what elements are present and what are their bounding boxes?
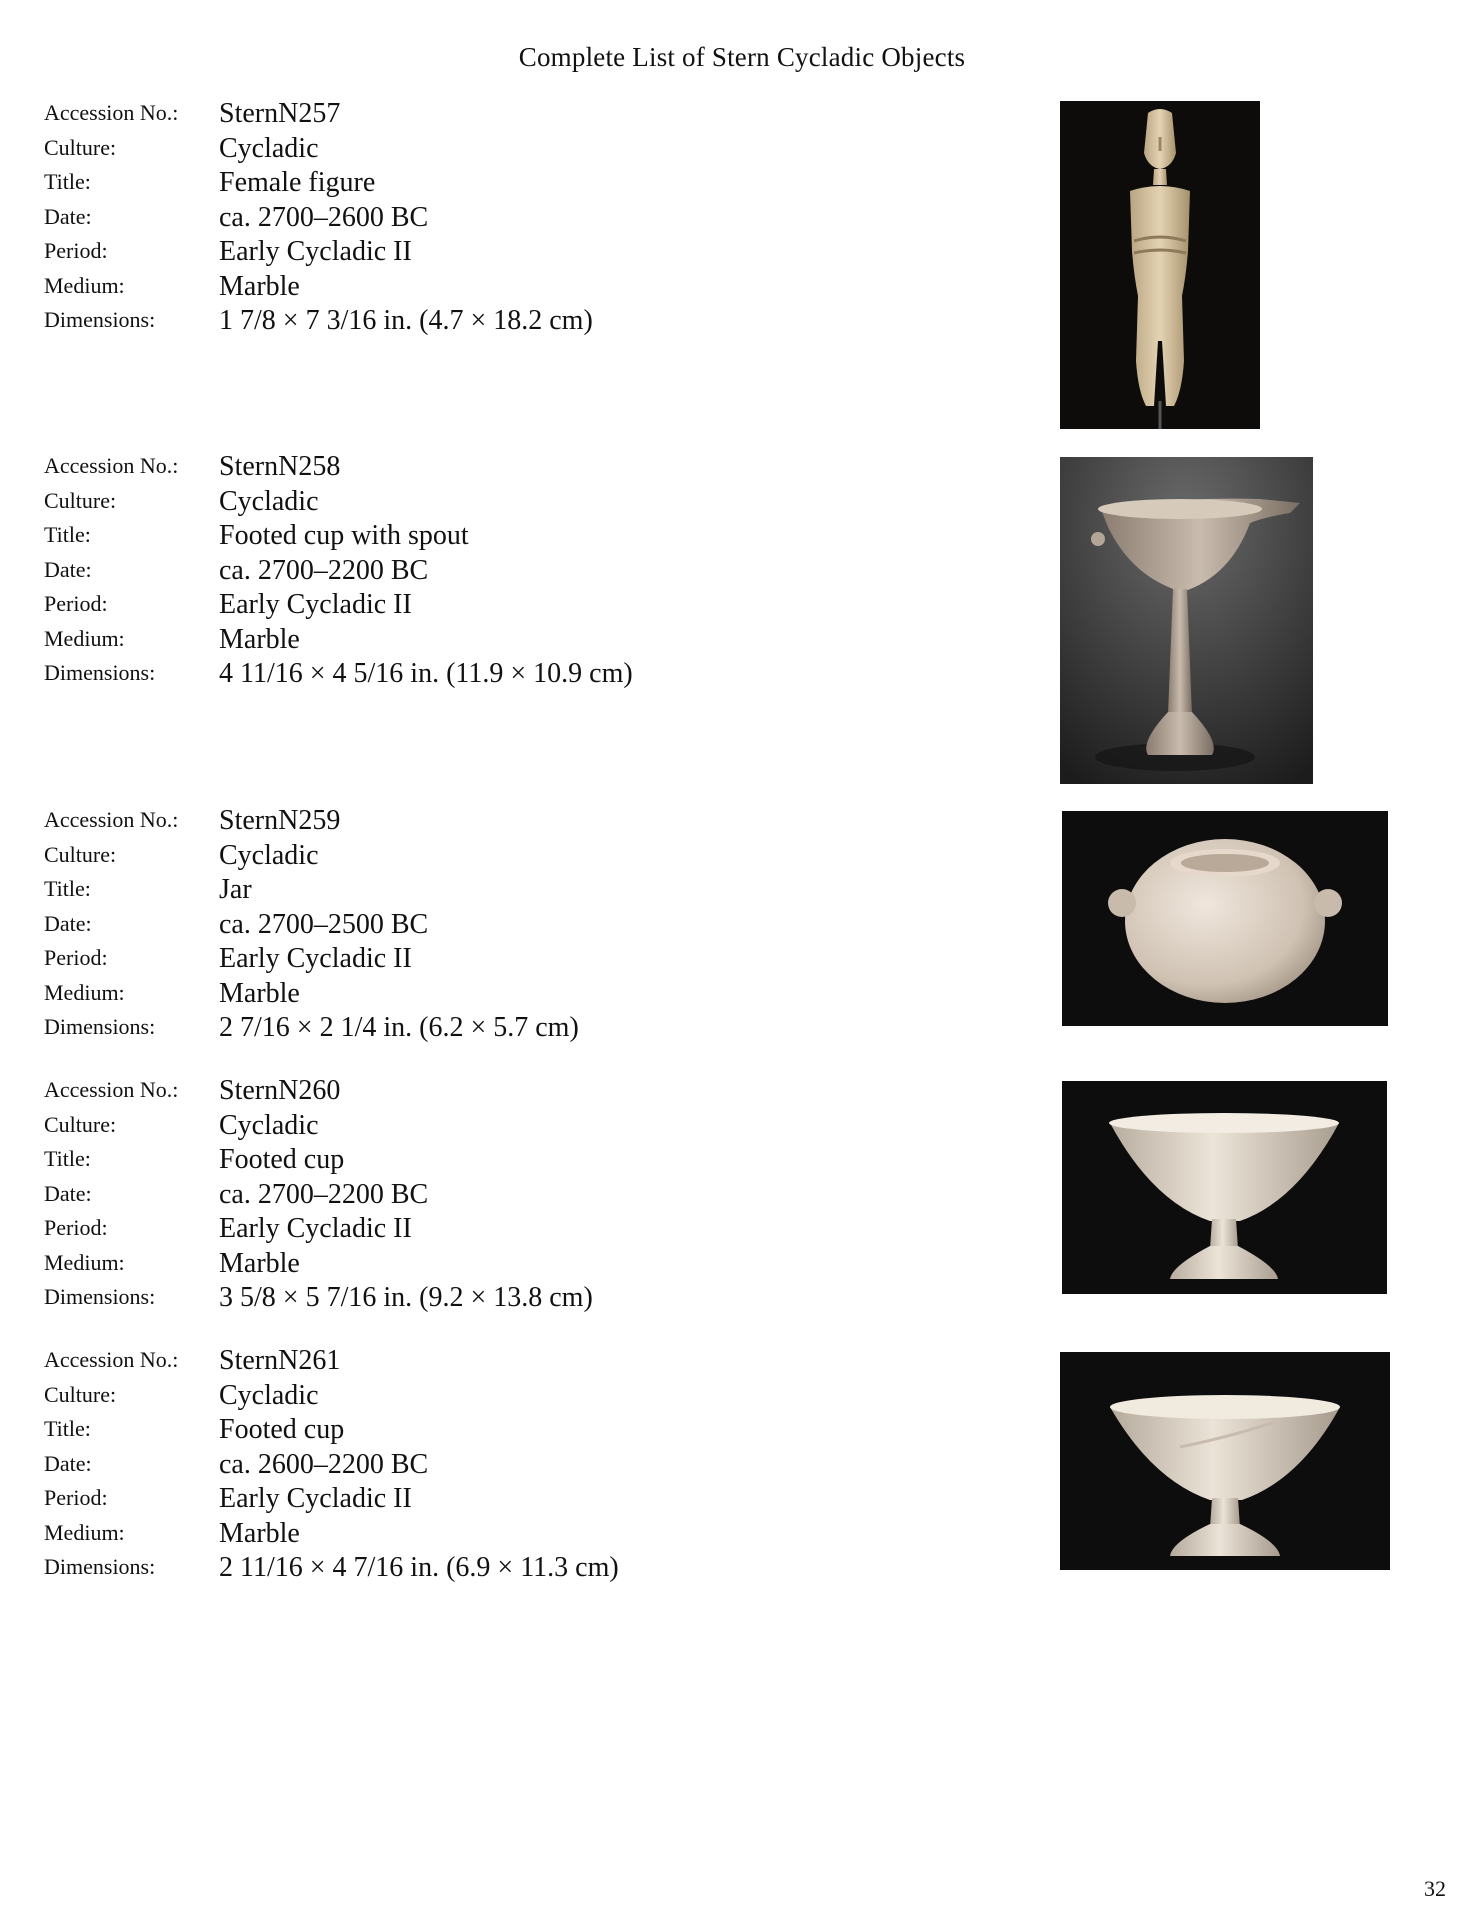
field-label: Culture: <box>44 1381 117 1407</box>
field-date <box>44 201 824 239</box>
field-value: Female figure <box>219 167 376 198</box>
field-label: Dimensions: <box>44 660 156 685</box>
field-value: Cycladic <box>219 1109 319 1141</box>
field-value: SternN261 <box>219 1345 341 1376</box>
field-value: ca. 2700–2500 BC <box>219 908 429 940</box>
field-value: ca. 2600–2200 BC <box>219 1448 429 1480</box>
field-label: Date: <box>44 910 92 936</box>
field-date <box>44 554 824 592</box>
female-figure-photo <box>1060 101 1260 429</box>
field-period <box>44 1485 824 1520</box>
field-label: Accession No.: <box>44 100 179 125</box>
field-label: Dimensions: <box>44 1284 156 1309</box>
field-value: SternN258 <box>219 451 341 482</box>
field-culture <box>44 839 824 877</box>
field-label: Date: <box>44 556 92 582</box>
field-value: 2 11/16 × 4 7/16 in. (6.9 × 11.3 cm) <box>219 1552 619 1583</box>
field-title <box>44 522 824 557</box>
page-number: 32 <box>1424 1876 1446 1901</box>
jar-photo <box>1062 811 1388 1026</box>
field-value: Footed cup <box>219 1414 345 1445</box>
field-value: Footed cup <box>219 1144 345 1175</box>
record-sternn261 <box>44 1347 824 1589</box>
field-label: Culture: <box>44 841 117 867</box>
record-sternn260 <box>44 1077 824 1319</box>
field-label: Dimensions: <box>44 307 156 332</box>
footed-cup-photo <box>1062 1081 1387 1294</box>
field-label: Date: <box>44 1180 92 1206</box>
field-value: ca. 2700–2200 BC <box>219 554 429 586</box>
field-value: Early Cycladic II <box>219 236 412 267</box>
spouted-cup-photo <box>1060 457 1313 784</box>
field-medium <box>44 623 824 661</box>
field-value: ca. 2700–2600 BC <box>219 201 429 233</box>
field-title <box>44 169 824 204</box>
field-label: Title: <box>44 1416 91 1441</box>
field-accession <box>44 100 824 135</box>
field-label: Medium: <box>44 1249 125 1275</box>
field-value: Early Cycladic II <box>219 589 412 620</box>
field-label: Title: <box>44 876 91 901</box>
field-label: Period: <box>44 1485 108 1510</box>
field-title <box>44 1146 824 1181</box>
field-label: Medium: <box>44 979 125 1005</box>
field-culture <box>44 1109 824 1147</box>
field-value: Early Cycladic II <box>219 1213 412 1244</box>
field-value: SternN260 <box>219 1075 341 1106</box>
field-culture <box>44 132 824 170</box>
field-value: Early Cycladic II <box>219 943 412 974</box>
field-accession <box>44 1077 824 1112</box>
field-dimensions <box>44 1284 824 1319</box>
record-sternn258 <box>44 453 824 695</box>
field-label: Accession No.: <box>44 1347 179 1372</box>
field-label: Culture: <box>44 134 117 160</box>
field-date <box>44 1178 824 1216</box>
field-label: Period: <box>44 238 108 263</box>
field-period <box>44 945 824 980</box>
field-accession <box>44 1347 824 1382</box>
field-label: Medium: <box>44 625 125 651</box>
field-value: Marble <box>219 1517 300 1549</box>
field-value: Cycladic <box>219 839 319 871</box>
field-label: Medium: <box>44 272 125 298</box>
field-value: Marble <box>219 623 300 655</box>
field-accession <box>44 453 824 488</box>
field-period <box>44 238 824 273</box>
footed-cup-photo <box>1060 1352 1390 1570</box>
field-label: Accession No.: <box>44 807 179 832</box>
field-medium <box>44 1247 824 1285</box>
field-date <box>44 908 824 946</box>
field-dimensions <box>44 1554 824 1589</box>
field-label: Period: <box>44 591 108 616</box>
field-value: 3 5/8 × 5 7/16 in. (9.2 × 13.8 cm) <box>219 1282 593 1313</box>
field-value: SternN257 <box>219 98 341 129</box>
field-medium <box>44 977 824 1015</box>
field-label: Dimensions: <box>44 1014 156 1039</box>
field-value: Cycladic <box>219 132 319 164</box>
field-label: Period: <box>44 1215 108 1240</box>
field-label: Title: <box>44 522 91 547</box>
field-value: Marble <box>219 270 300 302</box>
field-dimensions <box>44 1014 824 1049</box>
field-medium <box>44 270 824 308</box>
field-value: Early Cycladic II <box>219 1483 412 1514</box>
field-value: Footed cup with spout <box>219 520 469 551</box>
field-value: Cycladic <box>219 485 319 517</box>
field-culture <box>44 485 824 523</box>
field-label: Dimensions: <box>44 1554 156 1579</box>
field-dimensions <box>44 660 824 695</box>
field-period <box>44 1215 824 1250</box>
field-period <box>44 591 824 626</box>
field-value: 1 7/8 × 7 3/16 in. (4.7 × 18.2 cm) <box>219 305 593 336</box>
field-label: Title: <box>44 169 91 194</box>
field-title <box>44 876 824 911</box>
field-culture <box>44 1379 824 1417</box>
field-accession <box>44 807 824 842</box>
field-medium <box>44 1517 824 1555</box>
field-label: Date: <box>44 1450 92 1476</box>
field-label: Accession No.: <box>44 1077 179 1102</box>
field-value: SternN259 <box>219 805 341 836</box>
field-label: Accession No.: <box>44 453 179 478</box>
field-label: Title: <box>44 1146 91 1171</box>
page-title: Complete List of Stern Cycladic Objects <box>518 42 966 72</box>
field-date <box>44 1448 824 1486</box>
field-label: Period: <box>44 945 108 970</box>
field-value: ca. 2700–2200 BC <box>219 1178 429 1210</box>
field-value: Marble <box>219 1247 300 1279</box>
field-label: Culture: <box>44 1111 117 1137</box>
record-sternn257 <box>44 100 824 342</box>
field-title <box>44 1416 824 1451</box>
field-label: Date: <box>44 203 92 229</box>
field-label: Medium: <box>44 1519 125 1545</box>
field-label: Culture: <box>44 487 117 513</box>
field-value: 2 7/16 × 2 1/4 in. (6.2 × 5.7 cm) <box>219 1012 579 1043</box>
field-value: Cycladic <box>219 1379 319 1411</box>
field-value: Jar <box>219 874 252 905</box>
field-value: 4 11/16 × 4 5/16 in. (11.9 × 10.9 cm) <box>219 658 633 689</box>
field-dimensions <box>44 307 824 342</box>
record-sternn259 <box>44 807 824 1049</box>
field-value: Marble <box>219 977 300 1009</box>
